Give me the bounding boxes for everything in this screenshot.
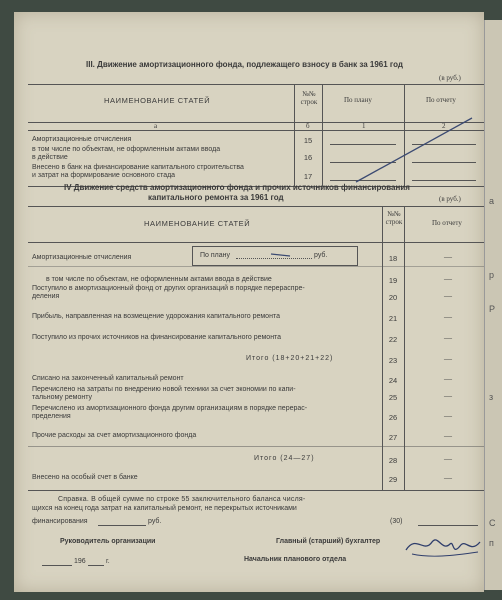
row-23-label: Итого (18+20+21+22)	[246, 355, 334, 362]
date-blank	[42, 565, 72, 566]
row-21-label: Прибыль, направленная на возмещение удорожания капитального ремонта	[32, 313, 280, 320]
row-28-label: Итого (24—27)	[254, 455, 315, 462]
section3-row-16-label: в том числе по объектам, не оформленным актами ввода в действие	[32, 146, 221, 161]
section4-title-line1: IV Движение средств амортизационного фонда и прочих источников финансирования	[64, 183, 410, 192]
row-19-label: в том числе по объектам, не оформленным актами ввода в действие	[46, 276, 272, 283]
row-20-num: 20	[388, 293, 398, 302]
plan-box-label: По плану	[200, 252, 231, 259]
plan-box-line	[236, 258, 312, 259]
row-20-value: —	[444, 291, 452, 300]
row-22-value: —	[444, 333, 452, 342]
row-18-num: 18	[388, 254, 398, 263]
row-29-num: 29	[388, 475, 398, 484]
section3-colnum-2: 2	[442, 122, 446, 130]
row-26-value: —	[444, 411, 452, 420]
plan-box-unit: руб.	[314, 252, 328, 259]
accountant-signature	[402, 524, 484, 564]
section3-row-16-num: 16	[303, 153, 313, 162]
section3-colnum-b: б	[306, 122, 310, 130]
adjacent-page-edge	[484, 20, 502, 590]
signature-planning-label: Начальник планового отдела	[244, 556, 347, 563]
row-27-value: —	[444, 431, 452, 440]
signature-head-label: Руководитель организации	[60, 538, 156, 545]
edge-letter-a: а	[489, 196, 495, 206]
section3-colnum-a: а	[154, 122, 158, 130]
section3-colnum-1: 1	[362, 122, 366, 130]
section3-header-report: По отчету	[426, 96, 456, 104]
signature-accountant-label: Главный (старший) бухгалтер	[276, 538, 381, 545]
date-suffix: г.	[106, 558, 110, 565]
row-21-value: —	[444, 312, 452, 321]
row-29-value: —	[444, 473, 452, 482]
section3-title: III. Движение амортизационного фонда, подлежащего взносу в банк за 1961 год	[86, 60, 403, 69]
row-28-value: —	[444, 454, 452, 463]
section4-unit: (в руб.)	[439, 195, 461, 203]
row-24-label: Списано на законченный капитальный ремонт	[32, 375, 184, 382]
note-line3-label: финансирования	[32, 518, 88, 525]
row-22-label: Поступило из прочих источников на финансирование капитального ремонта	[32, 334, 282, 341]
section3-row-15-num: 15	[303, 136, 313, 145]
row-24-value: —	[444, 374, 452, 383]
row-19-value: —	[444, 274, 452, 283]
document-page	[14, 12, 484, 592]
row-25-value: —	[444, 391, 452, 400]
section3-row-15-label: Амортизационные отчисления	[32, 136, 132, 143]
edge-letter-r: р	[489, 270, 495, 280]
note-line1: Справка. В общей сумме по строке 55 заключительного баланса числя-	[58, 496, 306, 503]
row-26-label: Перечислено из амортизационного фонда другим организациям в порядке перерас- пределения	[32, 405, 308, 420]
row-26-num: 26	[388, 413, 398, 422]
row-22-num: 22	[388, 335, 398, 344]
edge-letter-n: п	[489, 538, 494, 548]
section4-header-name: НАИМЕНОВАНИЕ СТАТЕЙ	[144, 219, 251, 228]
row-27-num: 27	[388, 433, 398, 442]
section4-header-report: По отчету	[432, 219, 462, 227]
section3-header-code: №№ строк	[300, 90, 318, 106]
row-24-num: 24	[388, 376, 398, 385]
row-18-label: Амортизационные отчисления	[32, 254, 132, 261]
row-23-value: —	[444, 354, 452, 363]
section3-header-plan: По плану	[344, 96, 372, 104]
date-year-blank	[88, 565, 104, 566]
row-23-num: 23	[388, 356, 398, 365]
row-19-num: 19	[388, 276, 398, 285]
row-29-label: Внесено на особый счет в банке	[32, 474, 138, 481]
section4-title-line2: капитального ремонта за 1961 год	[148, 193, 284, 202]
section3-unit: (в руб.)	[439, 74, 461, 82]
row-18-value: —	[444, 252, 452, 261]
section3-row-17-label: Внесено в банк на финансирование капитального строительства и затрат на формирование основного стада	[32, 164, 244, 179]
row-25-num: 25	[388, 393, 398, 402]
edge-letter-z: з	[489, 392, 494, 402]
section3-header-name: НАИМЕНОВАНИЕ СТАТЕЙ	[104, 96, 211, 105]
row-27-label: Прочие расходы за счет амортизационного фонда	[32, 432, 197, 439]
row-28-num: 28	[388, 456, 398, 465]
row-20-label: Поступило в амортизационный фонд от других организаций в порядке перераспре- деления	[32, 285, 305, 300]
row-25-label: Перечислено на затраты по внедрению новой техники за счет экономии по капи- тальному ремонту	[32, 386, 296, 401]
section3-row-17-num: 17	[303, 172, 313, 181]
note-line3-num: (30)	[390, 518, 403, 525]
date-year: 196	[74, 558, 86, 565]
note-line3-blank	[98, 525, 146, 526]
edge-letter-s: С	[489, 518, 496, 528]
row-21-num: 21	[388, 314, 398, 323]
plan-box-dash-mark	[270, 250, 292, 258]
section4-header-code: №№ строк	[385, 210, 403, 226]
strikethrough-mark	[354, 116, 484, 186]
note-line2: щихся на конец года затрат на капитальный ремонт, не перекрытых источниками	[32, 505, 297, 512]
edge-letter-p: Р	[489, 304, 496, 314]
note-line3-unit: руб.	[148, 518, 162, 525]
